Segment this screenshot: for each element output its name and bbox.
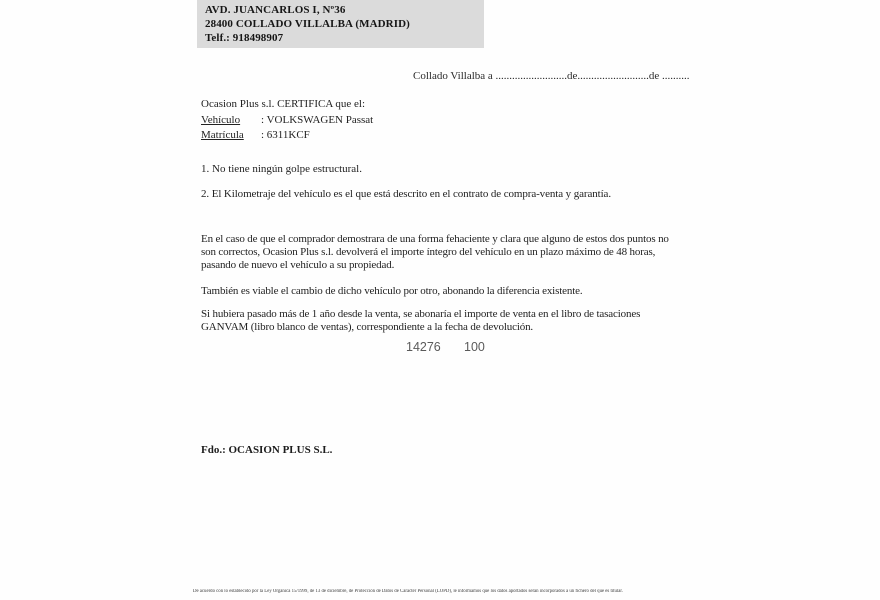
certification-block xyxy=(201,97,373,144)
valuation-paragraph-line-1: Si hubiera pasado más de 1 año desde la venta, se abonaría el importe de venta en el libro de tasaciones xyxy=(201,308,641,320)
plate-label: Matrícula xyxy=(201,129,244,141)
plate-line xyxy=(201,128,373,144)
refund-paragraph xyxy=(201,233,669,272)
refund-paragraph-line-2: son correctos, Ocasion Plus s.l. devolverá el importe íntegro del vehículo en un plazo máximo de 48 horas, xyxy=(201,246,656,258)
certified-item-1: 1. No tiene ningún golpe estructural. xyxy=(201,163,362,175)
valuation-paragraph-line-2: GANVAM (libro blanco de ventas), correspondiente a la fecha de devolución. xyxy=(201,321,534,333)
date-fill-in-line: Collado Villalba a ..........................de..........................de .......... xyxy=(413,70,690,82)
address-line-street: AVD. JUANCARLOS I, Nº36 xyxy=(205,4,346,16)
vehicle-label: Vehículo xyxy=(201,113,241,126)
certified-item-2: 2. El Kilometraje del vehículo es el que está descrito en el contrato de compra-venta y garantía. xyxy=(201,188,611,200)
refund-paragraph-line-1: En el caso de que el comprador demostrara de una forma fehaciente y clara que alguno de estos dos puntos no xyxy=(201,233,669,245)
company-address-box xyxy=(197,0,484,48)
overlay-number-secondary: 100 xyxy=(464,340,485,354)
lopd-legal-footer: De acuerdo con lo establecido por la Ley Orgánica 15/1999, de 13 de diciembre, de Protección de Datos de Carácter Personal (LOPD), le informamos que los datos aportados serán incorporados a un fichero del que es titular. xyxy=(193,589,623,594)
vehicle-line xyxy=(201,113,373,129)
certify-intro: Ocasion Plus s.l. CERTIFICA que el: xyxy=(201,98,366,110)
address-line-city: 28400 COLLADO VILLALBA (MADRID) xyxy=(205,18,410,30)
plate-value: : 6311KCF xyxy=(261,129,310,141)
vehicle-value: : VOLKSWAGEN Passat xyxy=(261,113,374,126)
address-line-phone: Telf.: 918498907 xyxy=(205,32,284,44)
overlay-number-primary: 14276 xyxy=(406,340,441,354)
exchange-paragraph: También es viable el cambio de dicho vehículo por otro, abonando la diferencia existente. xyxy=(201,285,583,297)
signature-line: Fdo.: OCASION PLUS S.L. xyxy=(201,444,333,456)
valuation-paragraph xyxy=(201,308,640,334)
refund-paragraph-line-3: pasando de nuevo el vehículo a su propiedad. xyxy=(201,259,395,271)
